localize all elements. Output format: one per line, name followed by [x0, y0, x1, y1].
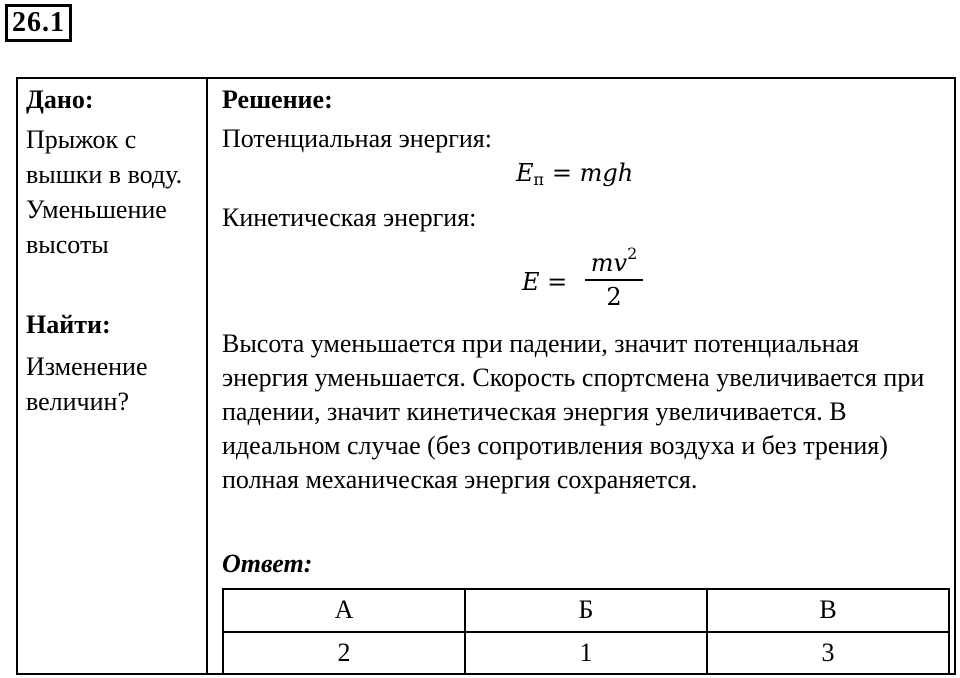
- answer-value-row: [223, 632, 949, 675]
- formula-lhs: E: [516, 159, 534, 187]
- fraction-bar: [585, 279, 643, 281]
- given-text: Прыжок с вышки в воду. Уменьшение высоты: [26, 125, 183, 259]
- answer-value-v: 3: [707, 632, 949, 675]
- kinetic-energy-label: Кинетическая энергия:: [222, 203, 477, 232]
- kinetic-formula-lhs: E =: [522, 268, 568, 296]
- find-text: Изменение величин?: [26, 352, 148, 416]
- explanation-text: Высота уменьшается при падении, значит потенциальная энергия уменьшается. Скорость спортсмена увеличивается при падении, значит кинетическая энергия увеличивается. В идеальном случае (без сопротивления воздуха и без трения) полная механическая энергия сохраняется.: [222, 329, 925, 494]
- answer-header-v: В: [707, 589, 949, 632]
- solution-table: [16, 77, 956, 675]
- solution-heading: Решение:: [222, 85, 333, 114]
- answer-value-b: 1: [465, 632, 707, 675]
- formula-subscript: п: [533, 170, 545, 189]
- answer-header-b: Б: [465, 589, 707, 632]
- given-column: [18, 79, 208, 673]
- answer-value-a: 2: [223, 632, 465, 675]
- fraction-denominator: 2: [606, 283, 622, 311]
- potential-energy-label: Потенциальная энергия:: [222, 124, 492, 153]
- kinetic-formula-fraction: [585, 244, 643, 311]
- answer-header-row: [223, 589, 949, 632]
- find-heading: Найти:: [26, 310, 111, 339]
- task-number: 26.1: [5, 4, 72, 42]
- given-heading: Дано:: [26, 85, 94, 114]
- formula-rhs: = mgh: [551, 159, 634, 187]
- answer-label: Ответ:: [222, 549, 313, 578]
- fraction-numerator: $mv^2$: [590, 244, 638, 277]
- solution-column: [210, 79, 954, 673]
- potential-energy-formula: [516, 159, 633, 189]
- answer-header-a: А: [223, 589, 465, 632]
- answer-table: [222, 588, 950, 675]
